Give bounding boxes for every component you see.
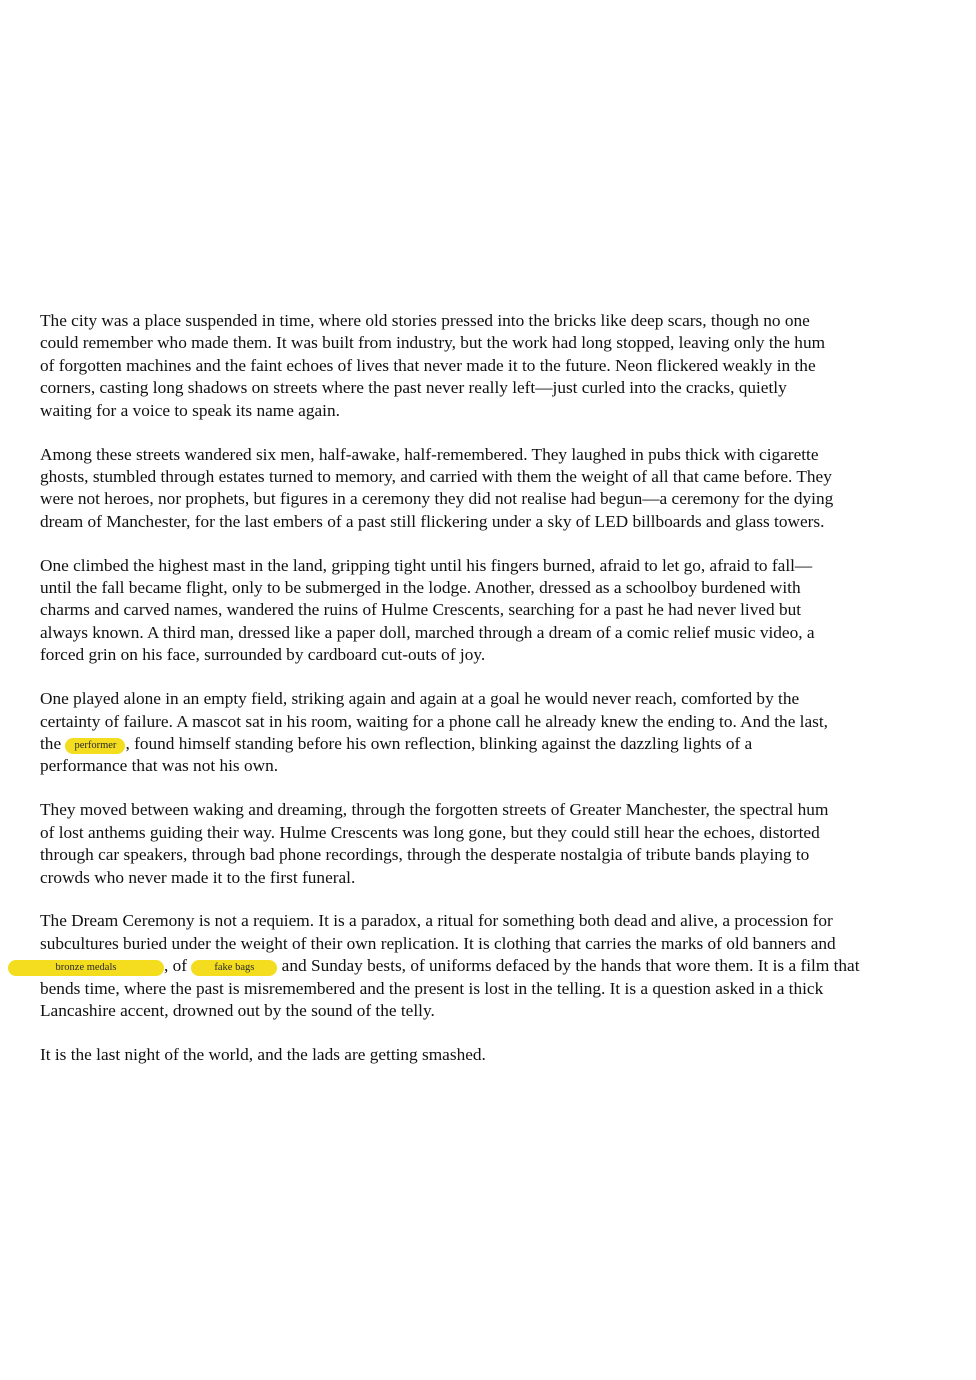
text-line: certainty of failure. A mascot sat in his room, waiting for a phone call he already knew the ending to. And the last, [40,711,828,731]
text-line: corners, casting long shadows on streets where the past never really left—just curled into the cracks, quietly [40,378,787,398]
paragraph-six-men [40,444,940,534]
paragraph-dream-ceremony [40,910,940,1022]
text-fragment: , found himself standing before his own reflection, blinking against the dazzling lights of a [125,734,753,753]
text-line: dream of Manchester, for the last embers of a past still flickering under a sky of LED billboards and glass towers. [40,511,825,531]
text-line: through car speakers, through bad phone recordings, through the desperate nostalgia of tribute bands playing to [40,845,810,865]
text-line: bends time, where the past is misremembered and the present is lost in the telling. It is a question asked in a thick [40,978,824,998]
text-line: were not heroes, nor prophets, but figures in a ceremony they did not realise had begun—a ceremony for the dying [40,489,834,509]
text-line: performance that was not his own. [40,756,279,776]
placeholder-chip-fake-bags[interactable]: fake bags [191,960,277,976]
text-line: They moved between waking and dreaming, through the forgotten streets of Greater Manchester, the spectral hum [40,800,829,820]
text-fragment: the [40,734,66,753]
text-line-with-chips [40,955,940,977]
paragraph-city [40,310,940,422]
text-line: One played alone in an empty field, striking again and again at a goal he would never reach, comforted by the [40,689,800,709]
text-line: One climbed the highest mast in the land, gripping tight until his fingers burned, afraid to let go, afraid to fall— [40,555,813,575]
placeholder-chip-performer[interactable]: performer [65,738,125,754]
paragraph-last-night [40,1044,940,1066]
text-line: until the fall became flight, only to be submerged in the lodge. Another, dressed as a schoolboy burdened with [40,578,801,598]
text-line: It is the last night of the world, and the lads are getting smashed. [40,1044,486,1064]
text-fragment: , of [164,956,192,976]
paragraph-waking-dreaming [40,799,940,889]
text-line: forced grin on his face, surrounded by cardboard cut-outs of joy. [40,645,486,665]
text-line: Lancashire accent, drowned out by the sound of the telly. [40,1001,435,1021]
text-line: of forgotten machines and the faint echoes of lives that never made it to the future. Neon flickered weakly in the [40,355,816,375]
placeholder-chip-bronze-medals[interactable]: bronze medals [8,960,164,976]
text-line: subcultures buried under the weight of their own replication. It is clothing that carries the marks of old banners and [40,933,836,953]
text-line: charms and carved names, wandered the ruins of Hulme Crescents, searching for a past he had never lived but [40,600,802,620]
text-line: always known. A third man, dressed like a paper doll, marched through a dream of a comic relief music video, a [40,622,815,642]
text-line-with-chip [40,733,940,755]
paragraph-empty-field [40,688,940,778]
paragraph-mast [40,555,940,667]
text-line: ghosts, stumbled through estates turned to memory, and carried with them the weight of all that came before. They [40,466,832,486]
text-fragment: and Sunday bests, of uniforms defaced by the hands that wore them. It is a film that [277,956,860,976]
text-line: of lost anthems guiding their way. Hulme Crescents was long gone, but they could still hear the echoes, distorted [40,822,820,842]
text-line: The city was a place suspended in time, where old stories pressed into the bricks like deep scars, though no one [40,311,810,330]
text-line: Among these streets wandered six men, half-awake, half-remembered. They laughed in pubs thick with cigarette [40,444,819,464]
text-line: crowds who never made it to the first funeral. [40,867,356,887]
text-line: waiting for a voice to speak its name again. [40,400,340,420]
document-body [40,310,940,1088]
text-line: The Dream Ceremony is not a requiem. It is a paradox, a ritual for something both dead and alive, a procession for [40,911,833,931]
text-line: could remember who made them. It was built from industry, but the work had long stopped, leaving only the hum [40,333,826,353]
